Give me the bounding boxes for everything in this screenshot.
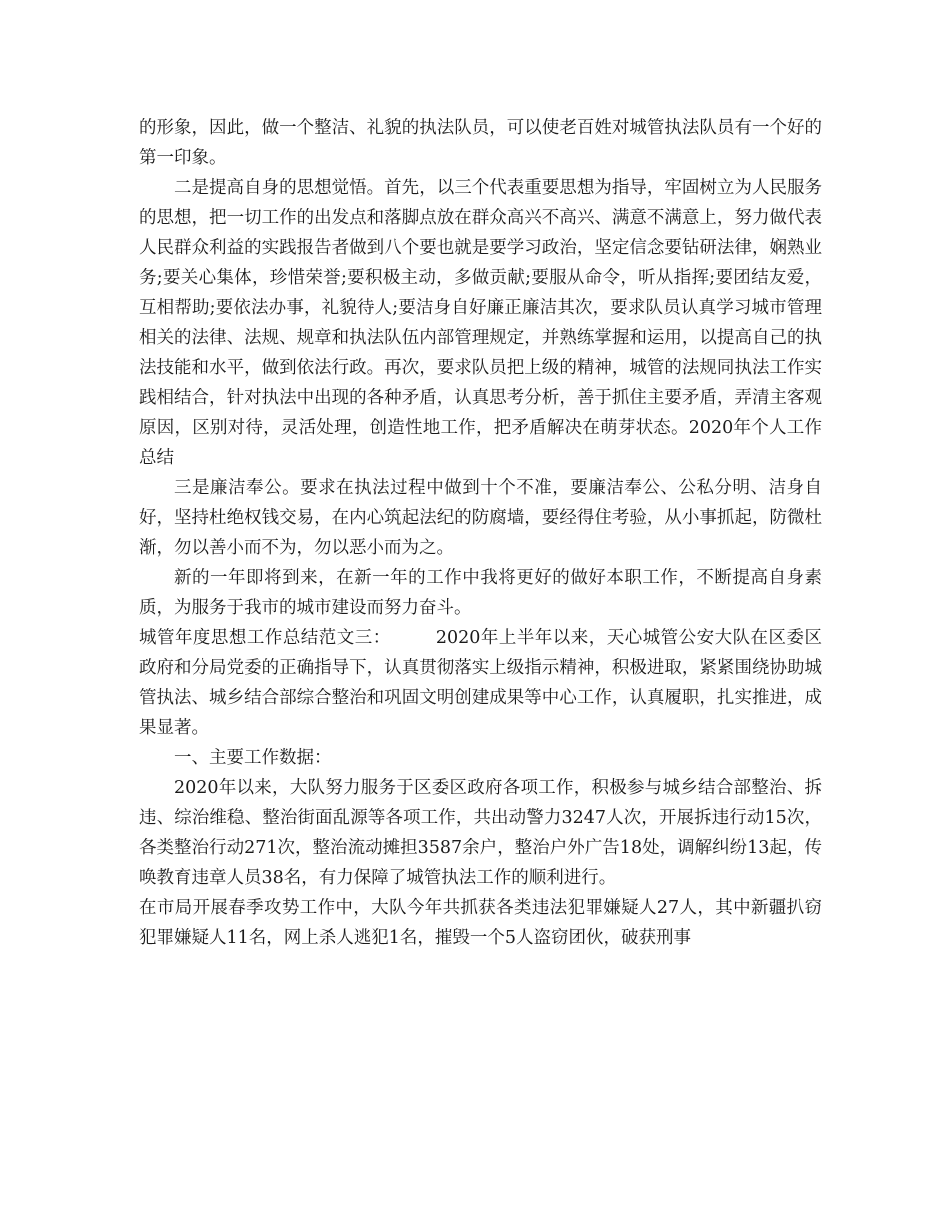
paragraph-3: 三是廉洁奉公。要求在执法过程中做到十个不准，要廉洁奉公、公私分明、洁身自好，坚持杜绝权钱交易，在内心筑起法纪的防腐墙，要经得住考验，从小事抓起，防微杜渐，勿以善小而不为，勿以恶小而为之。: [139, 478, 822, 558]
paragraph-4: 新的一年即将到来，在新一年的工作中我将更好的做好本职工作，不断提高自身素质，为服务于我市的城市建设而努力奋斗。: [139, 568, 822, 618]
paragraph-5: 城管年度思想工作总结范文三： 2020年上半年以来，天心城管公安大队在区委区政府和分局党委的正确指导下，认真贯彻落实上级指示精神，积极进取，紧紧围绕协助城管执法、城乡结合部综合整治和巩固文明创建成果等中心工作，认真履职，扎实推进，成果显著。: [139, 628, 822, 738]
paragraph-7: 2020年以来，大队努力服务于区委区政府各项工作，积极参与城乡结合部整治、拆违、综治维稳、整治街面乱源等各项工作，共出动警力3247人次，开展拆违行动15次，各类整治行动271次，整治流动摊担3587余户，整治户外广告18处，调解纠纷13起，传唤教育违章人员38名，有力保障了城管执法工作的顺利进行。: [139, 778, 822, 888]
paragraph-2: 二是提高自身的思想觉悟。首先，以三个代表重要思想为指导，牢固树立为人民服务的思想，把一切工作的出发点和落脚点放在群众高兴不高兴、满意不满意上，努力做代表人民群众利益的实践报告者做到八个要也就是要学习政治，坚定信念要钻研法律，娴熟业务;要关心集体，珍惜荣誉;要积极主动，多做贡献;要服从命令，听从指挥;要团结友爱，互相帮助;要依法办事，礼貌待人;要洁身自好廉正廉洁其次，要求队员认真学习城市管理相关的法律、法规、规章和执法队伍内部管理规定，并熟练掌握和运用，以提高自己的执法技能和水平，做到依法行政。再次，要求队员把上级的精神，城管的法规同执法工作实践相结合，针对执法中出现的各种矛盾，认真思考分析，善于抓住主要矛盾，弄清主客观原因，区别对待，灵活处理，创造性地工作，把矛盾解决在萌芽状态。2020年个人工作总结: [139, 178, 822, 468]
paragraph-1: 的形象，因此，做一个整洁、礼貌的执法队员，可以使老百姓对城管执法队员有一个好的第一印象。: [139, 118, 822, 168]
paragraph-8: 在市局开展春季攻势工作中，大队今年共抓获各类违法犯罪嫌疑人27人，其中新疆扒窃犯罪嫌疑人11名，网上杀人逃犯1名，摧毁一个5人盗窃团伙，破获刑事: [139, 898, 822, 948]
document-body: [139, 113, 822, 953]
section-heading: 一、主要工作数据：: [174, 748, 332, 768]
